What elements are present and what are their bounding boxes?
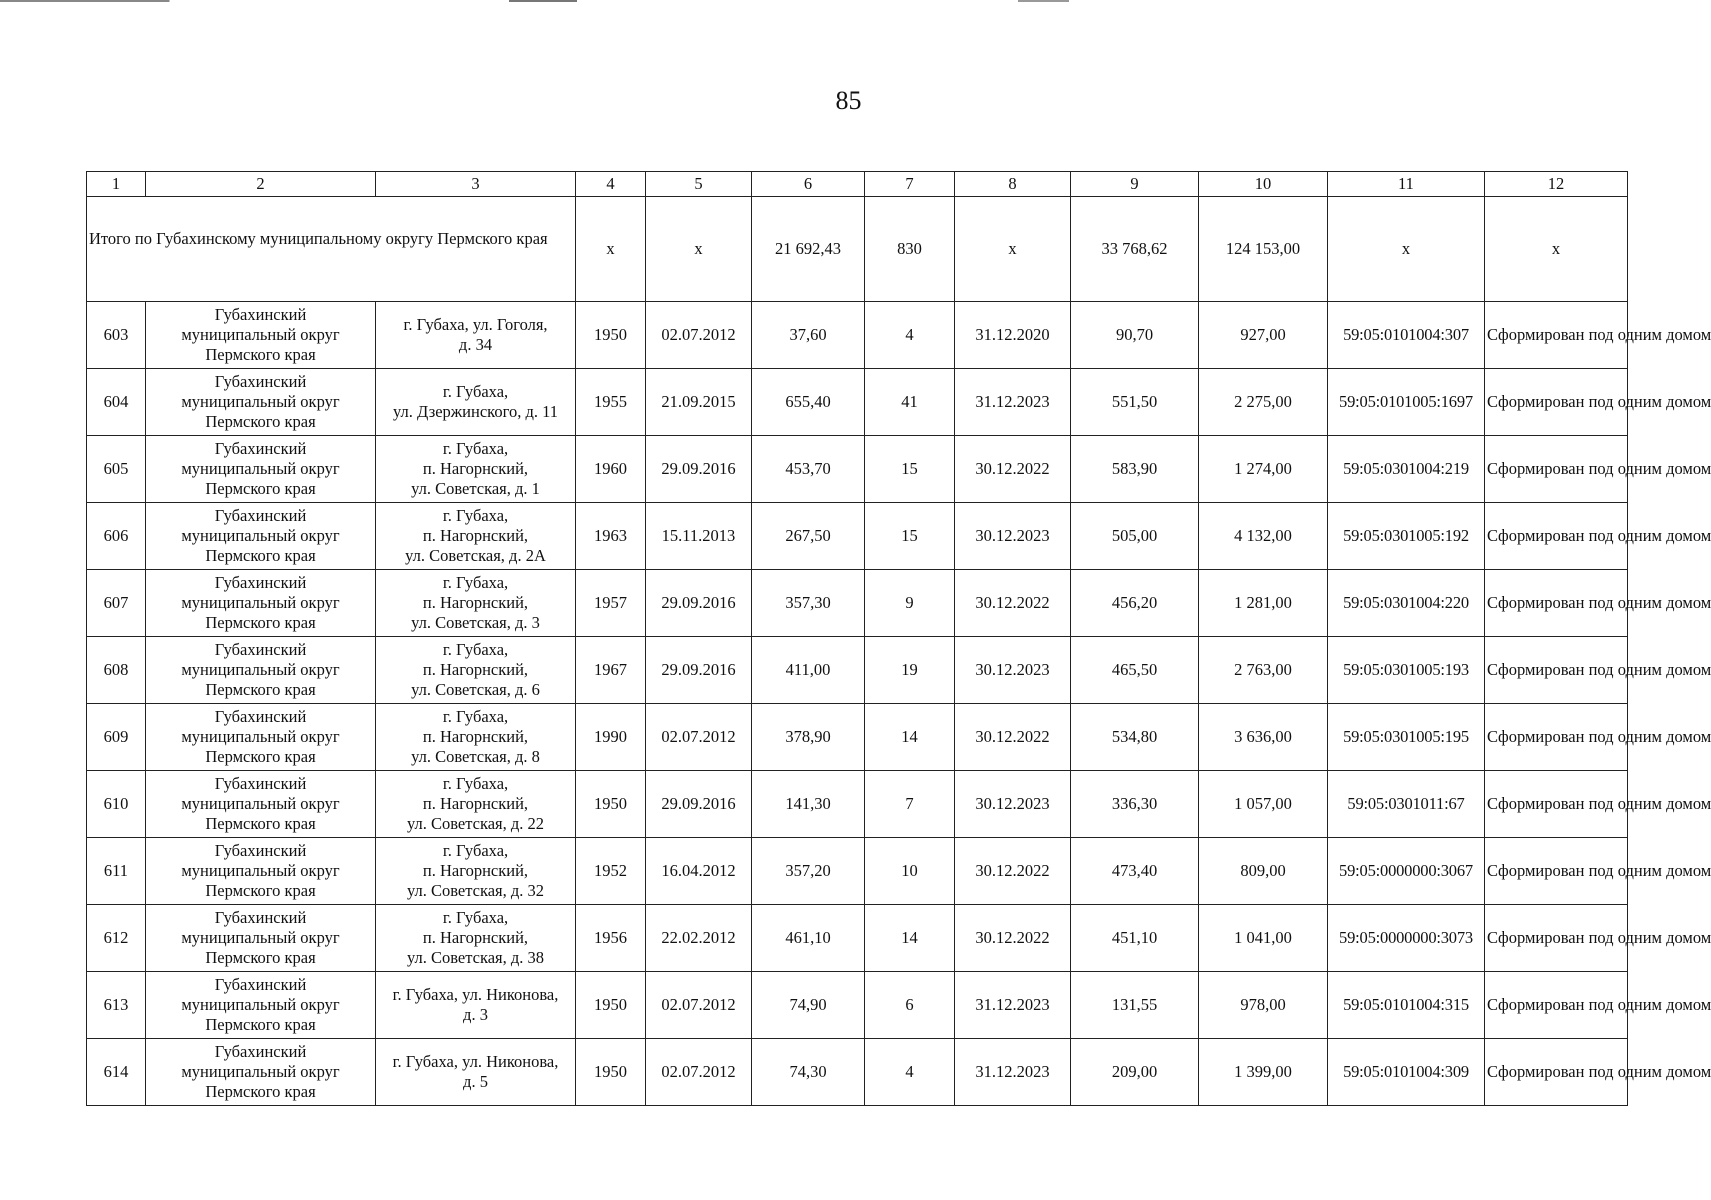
deadline-cell: 31.12.2023 (955, 369, 1071, 436)
total-land-area: 33 768,62 (1071, 197, 1199, 302)
owner-cell: Губахинский муниципальный округ Пермского края (146, 838, 376, 905)
land-area-cell: 209,00 (1071, 1039, 1199, 1106)
residents-cell: 4 (865, 1039, 955, 1106)
deadline-cell: 30.12.2023 (955, 503, 1071, 570)
date-cell: 21.09.2015 (646, 369, 752, 436)
year-cell: 1967 (576, 637, 646, 704)
column-number: 11 (1328, 172, 1485, 197)
table-row (87, 1039, 1628, 1106)
row-number: 611 (87, 838, 146, 905)
status-cell: Сформирован под одним домом (1485, 436, 1628, 503)
total-cell: х (1328, 197, 1485, 302)
area-cell: 37,60 (752, 302, 865, 369)
address-cell: г. Губаха, ул. Никонова, д. 3 (376, 972, 576, 1039)
date-cell: 15.11.2013 (646, 503, 752, 570)
area-cell: 378,90 (752, 704, 865, 771)
value-cell: 1 399,00 (1199, 1039, 1328, 1106)
owner-cell: Губахинский муниципальный округ Пермского края (146, 972, 376, 1039)
year-cell: 1955 (576, 369, 646, 436)
column-number: 7 (865, 172, 955, 197)
deadline-cell: 30.12.2022 (955, 436, 1071, 503)
table-row (87, 570, 1628, 637)
total-row (87, 197, 1628, 302)
area-cell: 141,30 (752, 771, 865, 838)
area-cell: 74,90 (752, 972, 865, 1039)
deadline-cell: 30.12.2023 (955, 771, 1071, 838)
residents-cell: 19 (865, 637, 955, 704)
table-row (87, 838, 1628, 905)
value-cell: 4 132,00 (1199, 503, 1328, 570)
deadline-cell: 31.12.2020 (955, 302, 1071, 369)
row-number: 604 (87, 369, 146, 436)
table-row (87, 972, 1628, 1039)
column-number: 6 (752, 172, 865, 197)
row-number: 609 (87, 704, 146, 771)
status-cell: Сформирован под одним домом (1485, 369, 1628, 436)
deadline-cell: 30.12.2022 (955, 905, 1071, 972)
value-cell: 1 041,00 (1199, 905, 1328, 972)
table-row (87, 436, 1628, 503)
row-number: 613 (87, 972, 146, 1039)
row-number: 607 (87, 570, 146, 637)
year-cell: 1960 (576, 436, 646, 503)
residents-cell: 14 (865, 704, 955, 771)
status-cell: Сформирован под одним домом (1485, 503, 1628, 570)
owner-cell: Губахинский муниципальный округ Пермского края (146, 570, 376, 637)
deadline-cell: 31.12.2023 (955, 972, 1071, 1039)
year-cell: 1963 (576, 503, 646, 570)
row-number: 610 (87, 771, 146, 838)
total-cell: х (576, 197, 646, 302)
residents-cell: 9 (865, 570, 955, 637)
date-cell: 29.09.2016 (646, 771, 752, 838)
table-row (87, 905, 1628, 972)
address-cell: г. Губаха, ул. Гоголя, д. 34 (376, 302, 576, 369)
address-cell: г. Губаха, п. Нагорнский, ул. Советская, д. 2А (376, 503, 576, 570)
total-residents: 830 (865, 197, 955, 302)
residents-cell: 15 (865, 503, 955, 570)
area-cell: 267,50 (752, 503, 865, 570)
column-number: 1 (87, 172, 146, 197)
status-cell: Сформирован под одним домом (1485, 302, 1628, 369)
table-row (87, 771, 1628, 838)
cadastre-number-cell: 59:05:0101005:1697 (1328, 369, 1485, 436)
land-area-cell: 131,55 (1071, 972, 1199, 1039)
address-cell: г. Губаха, п. Нагорнский, ул. Советская, д. 3 (376, 570, 576, 637)
area-cell: 655,40 (752, 369, 865, 436)
total-cell: х (1485, 197, 1628, 302)
row-number: 614 (87, 1039, 146, 1106)
owner-cell: Губахинский муниципальный округ Пермского края (146, 1039, 376, 1106)
cadastre-number-cell: 59:05:0101004:307 (1328, 302, 1485, 369)
address-cell: г. Губаха, п. Нагорнский, ул. Советская, д. 32 (376, 838, 576, 905)
column-number: 3 (376, 172, 576, 197)
date-cell: 22.02.2012 (646, 905, 752, 972)
land-area-cell: 90,70 (1071, 302, 1199, 369)
table-row (87, 369, 1628, 436)
value-cell: 3 636,00 (1199, 704, 1328, 771)
owner-cell: Губахинский муниципальный округ Пермского края (146, 704, 376, 771)
row-number: 612 (87, 905, 146, 972)
row-number: 606 (87, 503, 146, 570)
date-cell: 02.07.2012 (646, 302, 752, 369)
column-number: 12 (1485, 172, 1628, 197)
year-cell: 1952 (576, 838, 646, 905)
owner-cell: Губахинский муниципальный округ Пермского края (146, 302, 376, 369)
residents-cell: 41 (865, 369, 955, 436)
status-cell: Сформирован под одним домом (1485, 905, 1628, 972)
column-number: 10 (1199, 172, 1328, 197)
residents-cell: 6 (865, 972, 955, 1039)
value-cell: 2 275,00 (1199, 369, 1328, 436)
cadastre-number-cell: 59:05:0301005:192 (1328, 503, 1485, 570)
table-row (87, 503, 1628, 570)
status-cell: Сформирован под одним домом (1485, 704, 1628, 771)
scan-edge (0, 0, 1697, 2)
table-row (87, 302, 1628, 369)
total-label: Итого по Губахинскому муниципальному округу Пермского края (87, 197, 576, 302)
cadastre-number-cell: 59:05:0301005:193 (1328, 637, 1485, 704)
date-cell: 29.09.2016 (646, 436, 752, 503)
column-number: 2 (146, 172, 376, 197)
date-cell: 02.07.2012 (646, 972, 752, 1039)
area-cell: 74,30 (752, 1039, 865, 1106)
cadastre-number-cell: 59:05:0301004:219 (1328, 436, 1485, 503)
residents-cell: 4 (865, 302, 955, 369)
year-cell: 1990 (576, 704, 646, 771)
deadline-cell: 31.12.2023 (955, 1039, 1071, 1106)
area-cell: 411,00 (752, 637, 865, 704)
land-area-cell: 451,10 (1071, 905, 1199, 972)
status-cell: Сформирован под одним домом (1485, 1039, 1628, 1106)
deadline-cell: 30.12.2023 (955, 637, 1071, 704)
value-cell: 978,00 (1199, 972, 1328, 1039)
address-cell: г. Губаха, п. Нагорнский, ул. Советская, д. 1 (376, 436, 576, 503)
residents-cell: 14 (865, 905, 955, 972)
total-area: 21 692,43 (752, 197, 865, 302)
residents-cell: 15 (865, 436, 955, 503)
cadastre-number-cell: 59:05:0101004:315 (1328, 972, 1485, 1039)
column-number: 8 (955, 172, 1071, 197)
value-cell: 927,00 (1199, 302, 1328, 369)
deadline-cell: 30.12.2022 (955, 570, 1071, 637)
row-number: 603 (87, 302, 146, 369)
year-cell: 1956 (576, 905, 646, 972)
cadastre-number-cell: 59:05:0301005:195 (1328, 704, 1485, 771)
value-cell: 1 057,00 (1199, 771, 1328, 838)
page-number: 85 (835, 86, 862, 115)
date-cell: 29.09.2016 (646, 570, 752, 637)
land-area-cell: 583,90 (1071, 436, 1199, 503)
residents-cell: 10 (865, 838, 955, 905)
value-cell: 1 274,00 (1199, 436, 1328, 503)
cadastre-number-cell: 59:05:0000000:3073 (1328, 905, 1485, 972)
housing-register-table (86, 171, 1711, 1106)
owner-cell: Губахинский муниципальный округ Пермского края (146, 503, 376, 570)
land-area-cell: 505,00 (1071, 503, 1199, 570)
cadastre-number-cell: 59:05:0301004:220 (1328, 570, 1485, 637)
date-cell: 29.09.2016 (646, 637, 752, 704)
deadline-cell: 30.12.2022 (955, 704, 1071, 771)
land-area-cell: 465,50 (1071, 637, 1199, 704)
area-cell: 357,30 (752, 570, 865, 637)
date-cell: 02.07.2012 (646, 1039, 752, 1106)
land-area-cell: 473,40 (1071, 838, 1199, 905)
total-cell: х (646, 197, 752, 302)
owner-cell: Губахинский муниципальный округ Пермского края (146, 905, 376, 972)
status-cell: Сформирован под одним домом (1485, 838, 1628, 905)
column-number-row (87, 172, 1628, 197)
table-row (87, 637, 1628, 704)
row-number: 608 (87, 637, 146, 704)
owner-cell: Губахинский муниципальный округ Пермского края (146, 436, 376, 503)
owner-cell: Губахинский муниципальный округ Пермского края (146, 637, 376, 704)
land-area-cell: 534,80 (1071, 704, 1199, 771)
cadastre-number-cell: 59:05:0101004:309 (1328, 1039, 1485, 1106)
value-cell: 809,00 (1199, 838, 1328, 905)
status-cell: Сформирован под одним домом (1485, 972, 1628, 1039)
owner-cell: Губахинский муниципальный округ Пермского края (146, 771, 376, 838)
total-cell: х (955, 197, 1071, 302)
address-cell: г. Губаха, ул. Никонова, д. 5 (376, 1039, 576, 1106)
land-area-cell: 336,30 (1071, 771, 1199, 838)
year-cell: 1950 (576, 1039, 646, 1106)
residents-cell: 7 (865, 771, 955, 838)
value-cell: 2 763,00 (1199, 637, 1328, 704)
status-cell: Сформирован под одним домом (1485, 570, 1628, 637)
status-cell: Сформирован под одним домом (1485, 637, 1628, 704)
date-cell: 16.04.2012 (646, 838, 752, 905)
address-cell: г. Губаха, п. Нагорнский, ул. Советская, д. 22 (376, 771, 576, 838)
value-cell: 1 281,00 (1199, 570, 1328, 637)
deadline-cell: 30.12.2022 (955, 838, 1071, 905)
area-cell: 453,70 (752, 436, 865, 503)
address-cell: г. Губаха, п. Нагорнский, ул. Советская, д. 38 (376, 905, 576, 972)
address-cell: г. Губаха, п. Нагорнский, ул. Советская, д. 6 (376, 637, 576, 704)
column-number: 4 (576, 172, 646, 197)
status-cell: Сформирован под одним домом (1485, 771, 1628, 838)
column-number: 5 (646, 172, 752, 197)
land-area-cell: 551,50 (1071, 369, 1199, 436)
row-number: 605 (87, 436, 146, 503)
year-cell: 1957 (576, 570, 646, 637)
owner-cell: Губахинский муниципальный округ Пермского края (146, 369, 376, 436)
column-number: 9 (1071, 172, 1199, 197)
year-cell: 1950 (576, 771, 646, 838)
cadastre-number-cell: 59:05:0301011:67 (1328, 771, 1485, 838)
address-cell: г. Губаха, п. Нагорнский, ул. Советская, д. 8 (376, 704, 576, 771)
year-cell: 1950 (576, 302, 646, 369)
cadastre-number-cell: 59:05:0000000:3067 (1328, 838, 1485, 905)
area-cell: 357,20 (752, 838, 865, 905)
address-cell: г. Губаха, ул. Дзержинского, д. 11 (376, 369, 576, 436)
total-value: 124 153,00 (1199, 197, 1328, 302)
date-cell: 02.07.2012 (646, 704, 752, 771)
area-cell: 461,10 (752, 905, 865, 972)
year-cell: 1950 (576, 972, 646, 1039)
land-area-cell: 456,20 (1071, 570, 1199, 637)
table-row (87, 704, 1628, 771)
